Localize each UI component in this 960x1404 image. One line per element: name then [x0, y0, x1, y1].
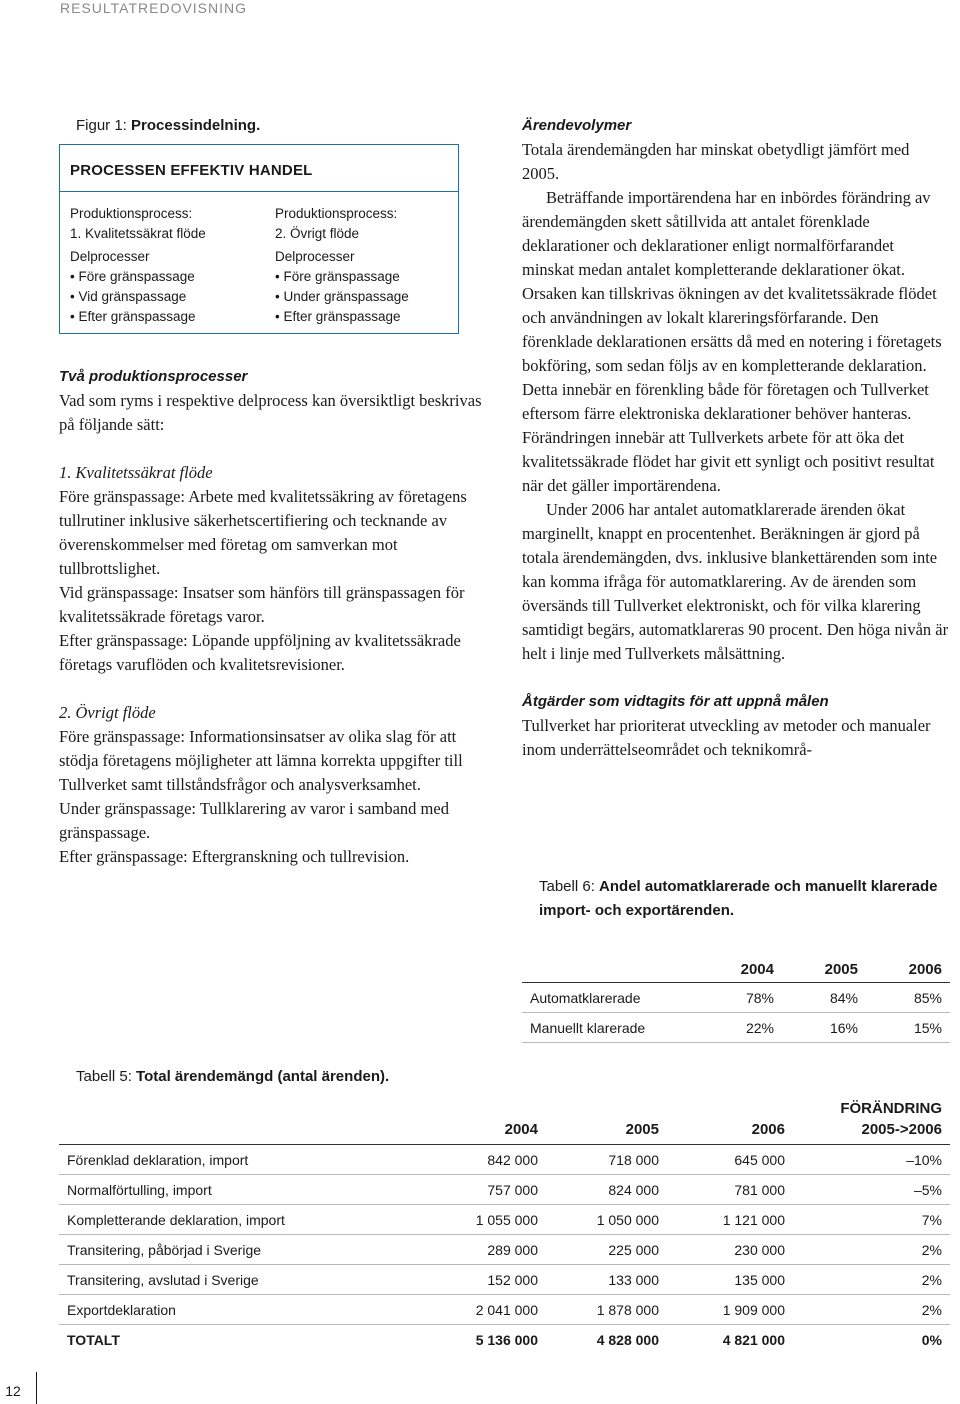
table-cell: –10%: [793, 1145, 950, 1175]
table-cell: 2%: [793, 1235, 950, 1265]
column-header: [793, 1098, 950, 1145]
subprocess-label: Delprocesser: [275, 249, 355, 264]
table-caption: [76, 1065, 576, 1089]
section-heading: Två produktionsprocesser: [59, 368, 248, 385]
table-row: [522, 1013, 950, 1043]
table-cell: 5 136 000: [475, 1331, 538, 1348]
paragraph: Totala ärendemängden har minskat obetydligt jämfört med 2005.: [522, 140, 910, 183]
diagram-divider: [60, 191, 458, 192]
table-body: [59, 1145, 950, 1355]
table-cell: 824 000: [546, 1175, 667, 1205]
table-cell: 1 055 000: [421, 1205, 546, 1235]
page-number: 12: [5, 1383, 21, 1399]
subprocess-item: • Före gränspassage: [275, 269, 400, 284]
table-row: [59, 1295, 950, 1325]
table-title: Andel automatklarerade och manuellt klarerade import- och exportärenden.: [539, 878, 938, 919]
table-row: [59, 1205, 950, 1235]
table-title: Total ärendemängd (antal ärenden).: [136, 1068, 390, 1085]
table-total-row: [59, 1325, 950, 1355]
table-cell: 781 000: [667, 1175, 793, 1205]
row-label: Normalförtulling, import: [59, 1175, 421, 1205]
figure-label: Figur 1:: [76, 117, 132, 134]
table-cell: 0%: [921, 1331, 942, 1348]
header-line: 2005->2006: [861, 1121, 942, 1138]
row-label: Transitering, påbörjad i Sverige: [59, 1235, 421, 1265]
paragraph: Beträffande importärendena har en inbördes förändring av ärendemängden skett såtillvida att antalet förenklade deklarationer och deklarationer enligt normalförfarandet minskat medan antalet kompletterande deklarationer ökat. Orsaken kan tillskrivas ökningen av det kvalitetssäkrade flödet och användningen av lokalt klareringsförfarande. Den förenklade deklarationen ersätts då med en notering i företagets bokföring, som sedan följs av en kompletterande deklaration. Detta innebär en förenkling både för företagen och Tullverket eftersom färre elektroniska deklarationer behöver hanteras. Förändringen innebär att Tullverkets arbete för att öka det kvalitetssäkrade flödet har givit ett synligt och positivt resultat när det gäller importärendena.: [522, 188, 942, 495]
row-label: Automatklarerade: [522, 983, 698, 1013]
table-cell: 2%: [793, 1295, 950, 1325]
right-column: [522, 114, 950, 762]
table-cell: 645 000: [667, 1145, 793, 1175]
row-label: TOTALT: [67, 1331, 120, 1348]
page-number-rule: [36, 1372, 37, 1404]
row-label: Förenklad deklaration, import: [59, 1145, 421, 1175]
table-cell: 7%: [793, 1205, 950, 1235]
column-header: [522, 948, 698, 983]
table-cell: 135 000: [667, 1265, 793, 1295]
paragraph: Tullverket har prioriterat utveckling av metoder och manualer inom underrättelseområdet och teknikområ-: [522, 716, 931, 759]
automation-table: [522, 948, 950, 1043]
paragraph: Efter gränspassage: Löpande uppföljning av kvalitetssäkrade företags varuflöden och kvalitetsrevisioner.: [59, 631, 461, 674]
row-label: Transitering, avslutad i Sverige: [59, 1265, 421, 1295]
subprocess-label: Delprocesser: [70, 249, 150, 264]
table-cell: 133 000: [546, 1265, 667, 1295]
paragraph: Vad som ryms i respektive delprocess kan översiktligt beskrivas på följande sätt:: [59, 391, 482, 434]
subprocess-item: • Under gränspassage: [275, 289, 409, 304]
subheading: 2. Övrigt flöde: [59, 703, 156, 722]
subprocess-item: • Efter gränspassage: [70, 309, 196, 324]
paragraph: Under 2006 har antalet automatklarerade ärenden ökat marginellt, knappt en procentenhet. Beräkningen är gjord på totala ärendemängden, dvs. inklusive blankettärenden som inte kan komma ifråga för automatklarering. Av de ärenden som översänds till Tullverket elektroniskt, och för vilka klarering samtidigt begärs, automatklareras 90 procent. Den höga nivån är helt i linje med Tullverkets målsättning.: [522, 500, 949, 663]
subprocess-item: • Vid gränspassage: [70, 289, 187, 304]
table-cell: 22%: [698, 1013, 782, 1043]
table-cell: 230 000: [667, 1235, 793, 1265]
table-row: [59, 1175, 950, 1205]
table-cell: 85%: [866, 983, 950, 1013]
table-cell: 78%: [698, 983, 782, 1013]
paragraph: Vid gränspassage: Insatser som hänförs till gränspassagen för kvalitetssäkrade företags varor.: [59, 583, 465, 626]
column-header: 2006: [866, 948, 950, 983]
row-label: Exportdeklaration: [59, 1295, 421, 1325]
table-cell: 2 041 000: [421, 1295, 546, 1325]
column-header: 2005: [546, 1098, 667, 1145]
table-cell: 1 121 000: [667, 1205, 793, 1235]
row-label: Kompletterande deklaration, import: [59, 1205, 421, 1235]
row-label: Manuellt klarerade: [522, 1013, 698, 1043]
diagram-title: PROCESSEN EFFEKTIV HANDEL: [70, 162, 313, 179]
figure-title: Processindelning.: [131, 117, 261, 134]
column-header: [59, 1098, 421, 1145]
paragraph: Efter gränspassage: Eftergranskning och tullrevision.: [59, 847, 410, 866]
process-column-1: [70, 204, 206, 327]
subheading: 1. Kvalitetssäkrat flöde: [59, 463, 213, 482]
table-cell: 289 000: [421, 1235, 546, 1265]
column-header: 2004: [421, 1098, 546, 1145]
process-label: Produktionsprocess:: [70, 206, 193, 221]
table-row: [59, 1145, 950, 1175]
subprocess-item: • Före gränspassage: [70, 269, 195, 284]
section-heading: Åtgärder som vidtagits för att uppnå målen: [522, 693, 829, 710]
header-line: FÖRÄNDRING: [840, 1100, 942, 1117]
table-cell: 4 828 000: [596, 1331, 659, 1348]
case-volume-table: [59, 1098, 950, 1354]
table-cell: 842 000: [421, 1145, 546, 1175]
table-row: [59, 1235, 950, 1265]
table-cell: 16%: [782, 1013, 866, 1043]
table-cell: 1 909 000: [667, 1295, 793, 1325]
table-cell: 1 878 000: [546, 1295, 667, 1325]
column-header: 2005: [782, 948, 866, 983]
paragraph: Före gränspassage: Arbete med kvalitetssäkring av företagens tullrutiner inklusive säkerhetscertifiering och tecknande av överenskommelser med företag om samverkan mot tullbrottslighet.: [59, 487, 467, 578]
paragraph: Före gränspassage: Informationsinsatser av olika slag för att stödja företagens möjligheter att lämna korrekta uppgifter till Tullverket samt tillståndsfrågor och analysverksamhet.: [59, 727, 463, 794]
table-cell: 2%: [793, 1265, 950, 1295]
process-column-2: [275, 204, 409, 327]
left-column: [59, 365, 499, 869]
table-cell: 1 050 000: [546, 1205, 667, 1235]
table-cell: 718 000: [546, 1145, 667, 1175]
table-header-row: [59, 1098, 950, 1145]
table-row: [59, 1265, 950, 1295]
table-row: [522, 983, 950, 1013]
table-header-row: [522, 948, 950, 983]
table-cell: 84%: [782, 983, 866, 1013]
subprocess-item: • Efter gränspassage: [275, 309, 401, 324]
figure-caption: [76, 117, 260, 134]
table-cell: 152 000: [421, 1265, 546, 1295]
section-heading: Ärendevolymer: [522, 117, 632, 134]
process-name: 1. Kvalitetssäkrat flöde: [70, 226, 206, 241]
table-label: Tabell 6:: [539, 878, 600, 895]
column-header: 2006: [667, 1098, 793, 1145]
table-cell: 4 821 000: [722, 1331, 785, 1348]
column-header: 2004: [698, 948, 782, 983]
table-cell: 225 000: [546, 1235, 667, 1265]
table-cell: 757 000: [421, 1175, 546, 1205]
process-label: Produktionsprocess:: [275, 206, 398, 221]
section-header: RESULTATREDOVISNING: [60, 0, 248, 16]
process-diagram: [59, 144, 459, 334]
table-cell: 15%: [866, 1013, 950, 1043]
table-label: Tabell 5:: [76, 1068, 137, 1085]
paragraph: Under gränspassage: Tullklarering av varor i samband med gränspassage.: [59, 799, 449, 842]
process-name: 2. Övrigt flöde: [275, 226, 360, 241]
table-cell: –5%: [793, 1175, 950, 1205]
table-caption: [539, 875, 939, 923]
